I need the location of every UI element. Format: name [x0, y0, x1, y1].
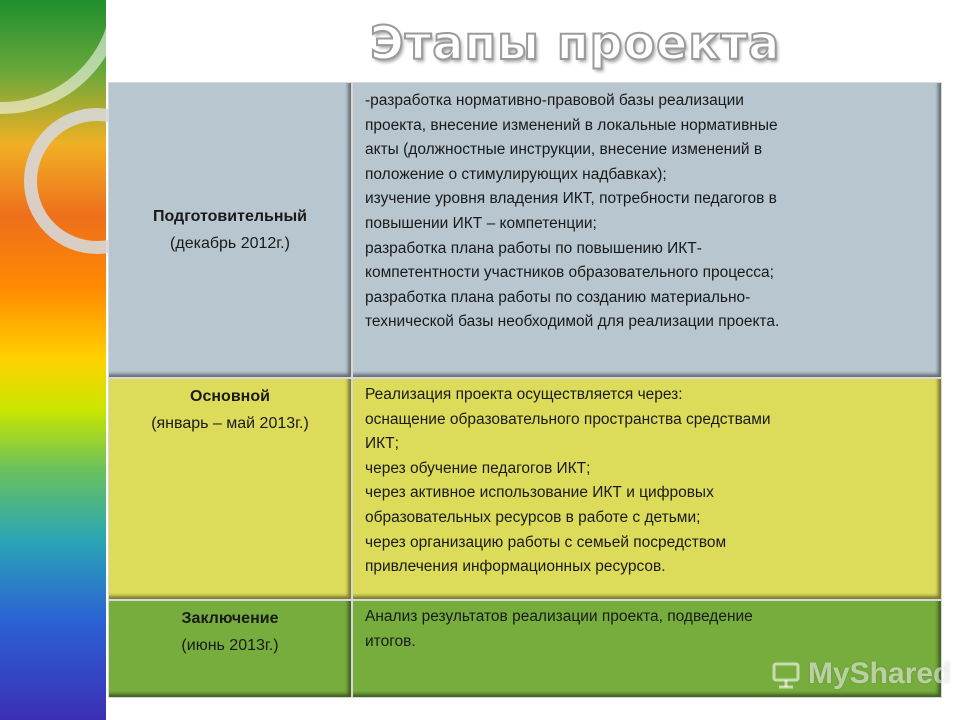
stage-description-main	[352, 378, 942, 600]
description-line: через обучение педагогов ИКТ;	[365, 459, 591, 477]
description-line: изучение уровня владения ИКТ, потребности педагогов в	[365, 190, 777, 208]
stages-table	[108, 82, 942, 698]
slide-title: Этапы проекта	[370, 16, 781, 70]
description-line: через организацию работы с семьей посредством	[365, 533, 727, 551]
stage-name: Подготовительный	[152, 208, 307, 225]
stage-cell-main	[108, 378, 352, 600]
description-line: через активное использование ИКТ и цифровых	[365, 484, 714, 502]
description-line: повышении ИКТ – компетенции;	[365, 214, 597, 232]
stage-cell-preparatory	[108, 82, 352, 378]
stage-name: Основной	[190, 388, 270, 405]
description-line: Анализ результатов реализации проекта, подведение	[365, 608, 753, 625]
watermark-text: MyShared	[808, 657, 952, 690]
description-line: проекта, внесение изменений в локальные нормативные	[365, 116, 778, 134]
description-line: положение о стимулирующих надбавках);	[365, 165, 667, 183]
description-line: ИКТ;	[365, 435, 399, 453]
stage-name: Заключение	[181, 610, 279, 627]
description-line: оснащение образовательного пространства средствами	[365, 410, 771, 428]
stage-period: (июнь 2013г.)	[181, 637, 279, 654]
description-line: образовательных ресурсов в работе с детьми;	[365, 508, 701, 526]
description-line: привлечения информационных ресурсов.	[365, 558, 666, 576]
stage-period: (январь – май 2013г.)	[151, 415, 309, 432]
description-line: разработка плана работы по созданию материально-	[365, 288, 751, 306]
description-line: Реализация проекта осуществляется через:	[365, 386, 683, 403]
description-line: -разработка нормативно-правовой базы реализации	[365, 92, 744, 109]
description-line: итогов.	[365, 632, 416, 650]
stage-period: (декабрь 2012г.)	[170, 235, 290, 252]
description-line: компетентности участников образовательного процесса;	[365, 264, 774, 282]
stage-cell-conclusion	[108, 600, 352, 698]
description-line: разработка плана работы по повышению ИКТ-	[365, 239, 702, 257]
description-line: акты (должностные инструкции, внесение изменений в	[365, 141, 763, 159]
watermark-logo	[770, 656, 951, 692]
presentation-board-icon	[770, 658, 802, 690]
description-line: технической базы необходимой для реализации проекта.	[365, 313, 780, 331]
stage-description-preparatory	[352, 82, 942, 378]
